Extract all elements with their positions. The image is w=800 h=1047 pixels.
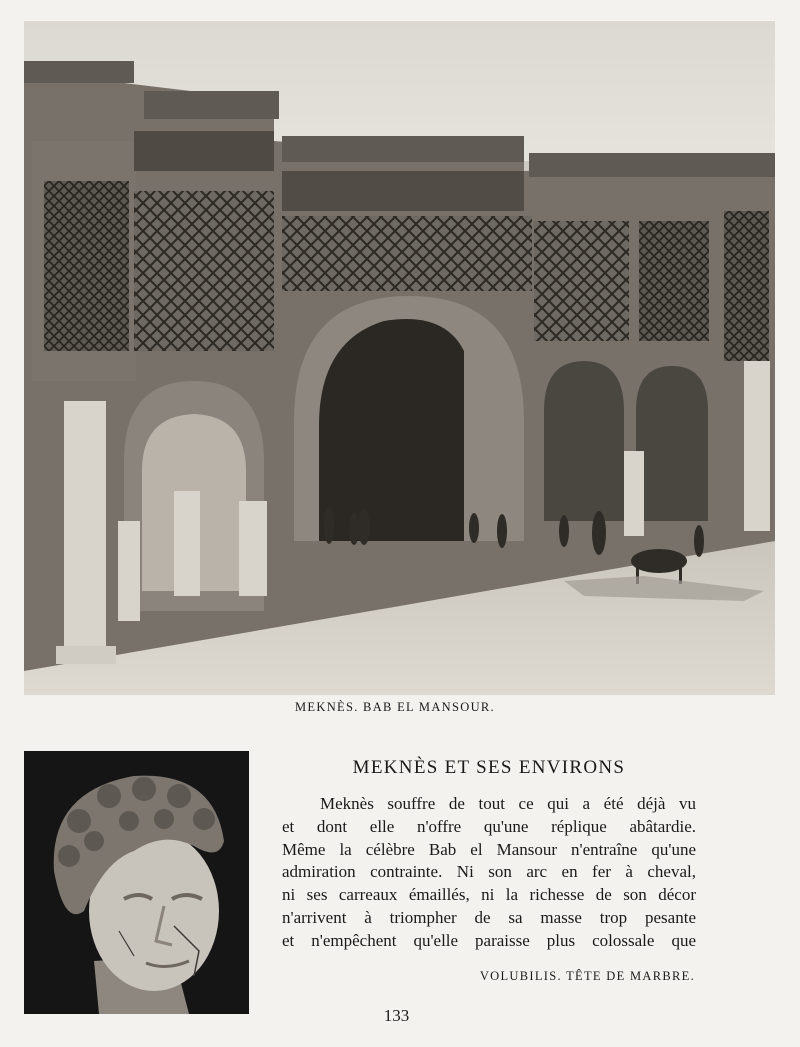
article-line: n'arrivent à triompher de sa masse trop pesante xyxy=(282,907,696,927)
head-photo-caption: VOLUBILIS. TÊTE DE MARBRE. xyxy=(479,969,695,983)
article-line: Même la célèbre Bab el Mansour n'entraîne qu'une xyxy=(282,839,696,859)
article-body xyxy=(282,793,696,953)
article-line: admiration contrainte. Ni son arc en fer à cheval, xyxy=(282,862,696,882)
marble-head-photo xyxy=(24,751,249,1014)
article-title: MEKNÈS ET SES ENVIRONS xyxy=(352,757,626,778)
article-line: et n'empêchent qu'elle paraisse plus colossale que xyxy=(282,930,696,950)
main-photo-caption: MEKNÈS. BAB EL MANSOUR. xyxy=(295,700,495,714)
marble-head-illustration xyxy=(24,751,249,1014)
article-line: ni ses carreaux émaillés, ni la richesse de son décor xyxy=(282,885,696,905)
article-line: Meknès souffre de tout ce qui a été déjà vu xyxy=(320,794,696,813)
bab-el-mansour-photo xyxy=(24,21,775,695)
gate-illustration xyxy=(24,21,775,695)
page-number: 133 xyxy=(383,1006,410,1025)
article-line: et dont elle n'offre qu'une réplique abâtardie. xyxy=(282,816,696,836)
